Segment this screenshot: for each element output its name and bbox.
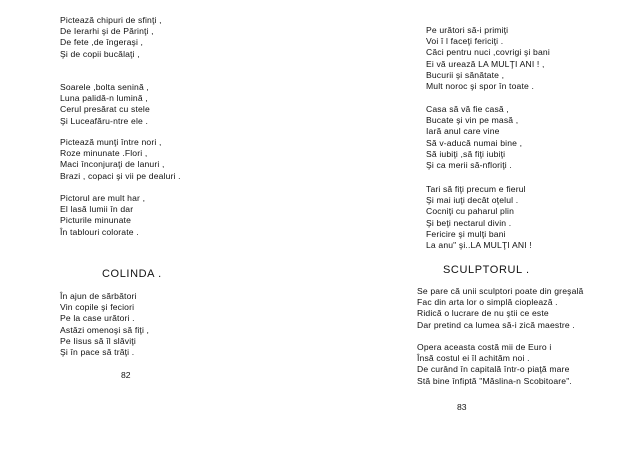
stanza [417,342,572,387]
right-page [319,0,638,452]
poem-line: Pe la case urători . [60,313,135,324]
poem-line: Ridică o lucrare de nu ştii ce este [417,308,549,319]
poem-line: Şi beţi nectarul divin . [426,217,512,228]
poem-line: Şi în pace să trăţi . [60,347,135,358]
page-number: 83 [457,402,467,412]
stanza [426,104,522,171]
poem-line: Pictează chipuri de sfinţi , [60,15,162,25]
poem-line: Şi mai iuţi decât oţelul . [426,195,519,206]
poem-line: Şi ca merii să-nfloriţi . [426,160,512,171]
poem-line: Dar pretind ca lumea să-i zică maestre . [417,319,575,330]
stanza [60,82,150,127]
poem-line: Stă bine înfiptă "Măslina-n Scobitoare". [417,375,572,386]
stanza [60,137,181,182]
poem-line: Astăzi omenoşi să fiţi , [60,324,150,335]
stanza [417,286,584,331]
poem-line: Cerul presărat cu stele [60,104,150,115]
poem-line: Ei vă urează LA MULŢI ANI ! , [426,58,545,69]
poem-line: Vin copile şi feciori [60,302,135,313]
stanza [426,25,550,92]
poem-title: COLINDA . [102,268,162,280]
poem-line: Roze minunate .Flori , [60,148,148,159]
poem-title: SCULPTORUL . [443,264,530,276]
poem-line: Să iubiţi ,să fiţi iubiţi [426,148,506,159]
stanza [60,291,149,358]
poem-line: Picturile minunate [60,215,132,226]
poem-line: Pe Iisus să îl slăviţi [60,335,136,346]
poem-line: De Ierarhi şi de Părinţi , [60,26,154,37]
stanza [60,15,162,60]
poem-line: Pictorul are mult har , [60,193,146,203]
poem-line: Şi Luceafăru-ntre ele . [60,115,149,126]
poem-line: Mult noroc şi spor în toate . [426,81,534,92]
poem-line: Brazi , copaci şi vii pe dealuri . [60,170,181,181]
poem-line: Însă costul ei îl achităm noi . [417,353,530,364]
poem-line: În tablouri colorate . [60,226,139,237]
poem-line: De fete ,de îngeraşi , [60,37,144,48]
poem-line: Maci înconjuraţi de lanuri , [60,159,165,170]
poem-line: Casa să vă fie casă , [426,104,509,114]
poem-line: Pe urători să-i primiţi [426,25,509,35]
stanza [60,193,145,238]
poem-line: De curând în capitală într-o piaţă mare [417,364,570,375]
poem-line: Fac din arta lor o simplă cioplează . [417,297,558,308]
poem-line: Bucurii şi sănătate , [426,69,505,80]
poem-line: Iară anul care vine [426,126,500,137]
poem-line: Cocniţi cu paharul plin [426,206,515,217]
poem-line: Se pare că unii sculptori poate din greşală [417,286,584,296]
page-number: 82 [121,370,131,380]
poem-line: Căci pentru nuci ,covrigi şi bani [426,47,550,58]
poem-line: În ajun de sărbători [60,291,137,301]
poem-line: Tari să fiţi precum e fierul [426,184,526,194]
poem-line: Şi de copii bucălaţi , [60,48,140,59]
poem-line: Opera aceasta costă mii de Euro i [417,342,552,352]
poem-line: La anu" şi..LA MULŢI ANI ! [426,240,532,251]
poem-line: Fericire şi mulţi bani [426,228,506,239]
poem-line: Pictează munţi între nori , [60,137,162,147]
poem-line: Să v-aducă numai bine , [426,137,523,148]
poem-line: Voi î l faceţi fericiţi . [426,36,504,47]
poem-line: Luna palidă-n lumină , [60,93,148,104]
poem-line: Bucate şi vin pe masă , [426,115,519,126]
poem-line: Soarele ,bolta senină , [60,82,149,92]
poem-line: El lasă lumii în dar [60,204,134,215]
stanza [426,184,532,251]
